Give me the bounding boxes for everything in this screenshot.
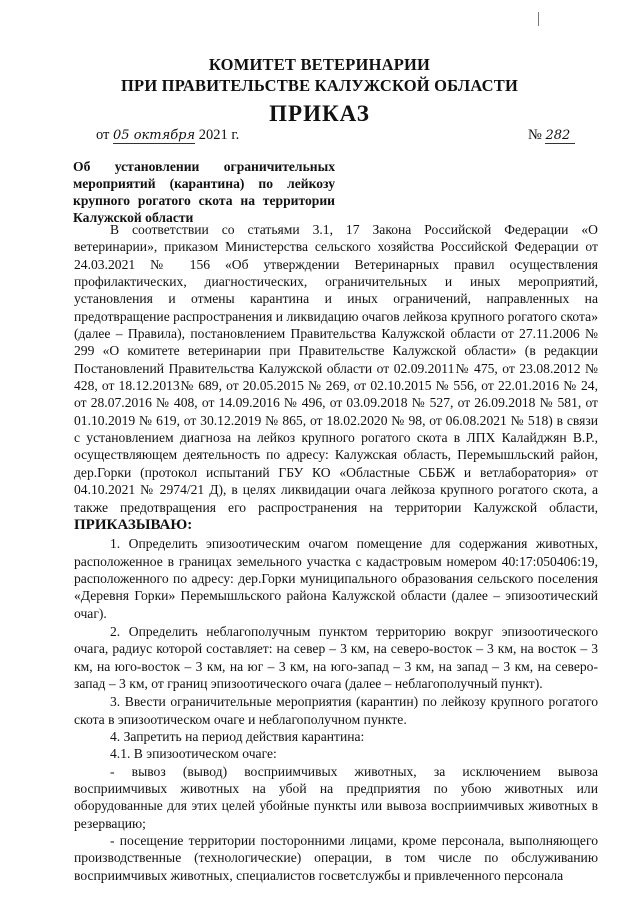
- header-government: ПРИ ПРАВИТЕЛЬСТВЕ КАЛУЖСКОЙ ОБЛАСТИ: [121, 76, 518, 95]
- clause-4-1: 4.1. В эпизоотическом очаге:: [110, 746, 277, 762]
- preamble-text: В соответствии со статьями 3.1, 17 Закона Российской Федерации «О ветеринарии», приказом Министерства сельского хозяйства Российской Федерации от 24.03.2021 № 156 «Об утверждении Ветеринарных правил осуществления профилактических, диагностических, ограничительных и иных мероприятий, установления и отмены карантина и иных ограничений, направленных на предотвращение распространения и ликвидацию очагов лейкоза крупного рогатого скота» (далее – Правила), постановлением Правительства Калужской области от 27.11.2006 № 299 «О комитете ветеринарии при Правительстве Калужской области» (в редакции Постановлений Правительства Калужской области от 02.09.2011№ 475, от 23.08.2012 № 428, от 18.12.2013№ 689, от 20.05.2015 № 269, от 02.10.2015 № 556, от 22.01.2016 № 24, от 28.07.2016 № 408, от 14.09.2016 № 496, от 03.09.2018 № 527, от 26.09.2018 № 581, от 01.10.2019 № 619, от 30.12.2019 № 865, от 18.02.2020 № 98, от 06.08.2021 № 518) в связи с установлением диагноза на лейкоз крупного рогатого скота в ЛПХ Калайджян В.Р., осуществляющем деятельность по адресу: Калужская область, Перемышльский район, дер.Горки (протокол испытаний ГБУ КО «Областные СББЖ и ветлаборатория» от 04.10.2021 № 2974/21 Д), в целях ликвидации очага лейкоза крупного рогатого скота, а также предотвращения его распространения на территории Калужской области,: [74, 222, 598, 515]
- order-keyword: ПРИКАЗЫВАЮ:: [74, 516, 193, 533]
- number-handwritten: 282: [545, 128, 575, 144]
- order-body: [74, 221, 598, 884]
- date-prefix: от: [96, 127, 110, 143]
- order-date: [96, 127, 239, 144]
- scan-edge-mark: [538, 12, 539, 26]
- preamble-paragraph: [74, 221, 598, 534]
- document-type: ПРИКАЗ: [269, 101, 370, 126]
- clause-4-1-item-1: - вывоз (вывод) восприимчивых животных, за исключением вывоза восприимчивых животных на убой на предприятия по убою животных или оборудованные для этих целей убойные пункты или вывоза восприимчивых животных в резервацию;: [74, 763, 598, 831]
- clause-2: 2. Определить неблагополучным пунктом территорию вокруг эпизоотического очага, радиус которой составляет: на север – 3 км, на северо-восток – 3 км, на восток – 3 км, на юго-восток – 3 км, на юг – 3 км, на юго-запад – 3 км, на запад – 3 км, на северо-запад – 3 км, от границ эпизоотического очага (далее – неблагополучный пункт).: [74, 623, 598, 691]
- clause-4: 4. Запретить на период действия карантина:: [110, 728, 365, 744]
- clause-1: 1. Определить эпизоотическим очагом помещение для содержания животных, расположенное в границах земельного участка с кадастровым номером 40:17:050406:19, расположенного по адресу: дер.Горки муниципального образования сельского поселения «Деревня Горки» Перемышльского района Калужской области (далее – эпизоотический очаг).: [74, 536, 598, 621]
- date-handwritten: 05 октября: [113, 128, 196, 143]
- clause-3: 3. Ввести ограничительные мероприятия (карантин) по лейкозу крупного рогатого скота в эпизоотическом очаге и неблагополучном пункте.: [74, 694, 598, 727]
- order-number: [528, 127, 575, 144]
- clause-4-1-item-2: - посещение территории посторонними лицами, кроме персонала, выполняющего производственные (технологические) операции, в том числе по обслуживанию восприимчивых животных, специалистов госветслужбы и привлеченного персонала: [74, 833, 598, 883]
- order-title: Об установлении ограничительных мероприятий (карантина) по лейкозу крупного рогатого скота на территории Калужской области: [73, 159, 335, 225]
- number-prefix: №: [528, 127, 542, 143]
- date-year: 2021 г.: [198, 127, 240, 143]
- header-committee: КОМИТЕТ ВЕТЕРИНАРИИ: [208, 55, 431, 74]
